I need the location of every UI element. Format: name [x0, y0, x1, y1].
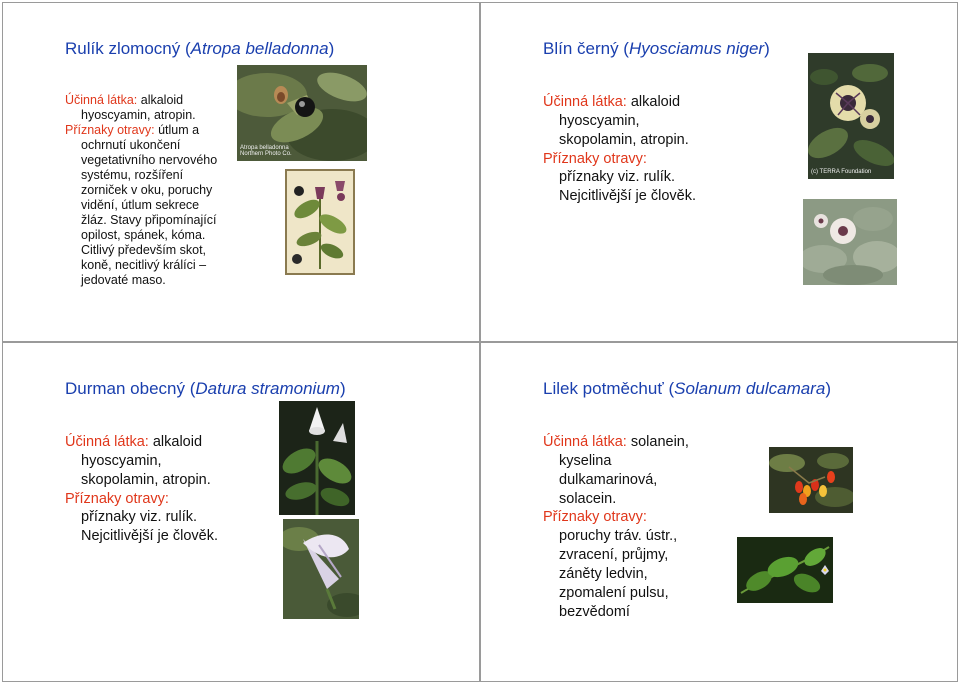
dulcamara-berries-photo [769, 447, 853, 513]
field-value: alkaloid [148, 434, 203, 450]
belladonna-berry-photo [237, 65, 367, 161]
text-line [543, 93, 696, 112]
datura-plant-photo [279, 401, 355, 515]
text-line-continued: příznaky viz. rulík. [81, 509, 198, 526]
text-line-continued: zpomalení pulsu, [559, 584, 669, 601]
slide-text [543, 433, 689, 621]
field-label: Účinná látka: [65, 434, 149, 450]
text-line-continued: koně, necitlivý králíci – [81, 258, 207, 272]
text-line-continued: hyoscyamin, [81, 452, 162, 469]
text-line-continued: jedovaté maso. [81, 273, 166, 287]
text-line-continued: žláz. Stavy připomínající [81, 213, 217, 227]
text-line-continued: hyoscyamin, atropin. [81, 108, 196, 122]
text-line-continued: opilost, spánek, kóma. [81, 228, 206, 242]
text-line-continued: vidění, útlum sekrece [81, 198, 200, 212]
belladonna-botanical-illustration [285, 169, 355, 275]
text-line-continued: příznaky viz. rulík. [559, 169, 676, 186]
henbane-plant-photo [803, 199, 897, 285]
slide-henbane [480, 2, 958, 342]
slide-belladonna [2, 2, 480, 342]
text-line-continued: zvracení, průjmy, [559, 547, 669, 564]
text-line [65, 490, 218, 509]
field-label: Účinná látka: [543, 94, 627, 110]
text-line-continued: poruchy tráv. ústr., [559, 528, 678, 545]
field-label: Příznaky otravy: [543, 509, 647, 526]
field-value: alkaloid [626, 94, 681, 110]
field-value: útlum a [154, 123, 200, 137]
text-line [543, 433, 689, 452]
text-line [65, 433, 218, 452]
text-line-continued: ochrnutí ukončení [81, 138, 181, 152]
text-line-continued: bezvědomí [559, 603, 630, 620]
datura-flower-photo [283, 519, 359, 619]
slide-text [65, 93, 235, 288]
field-label: Příznaky otravy: [65, 123, 155, 137]
text-line-continued: systému, rozšíření [81, 168, 184, 182]
slide-dulcamara [480, 342, 958, 682]
text-line [543, 508, 689, 527]
field-label: Příznaky otravy: [65, 490, 169, 507]
slide-text [543, 93, 696, 206]
text-line-continued: zorniček v oku, poruchy [81, 183, 213, 197]
dulcamara-leaves-photo [737, 537, 833, 603]
slide-title: Lilek potměchuť (Solanum dulcamara) [543, 379, 831, 398]
text-line-continued: kyselina [559, 452, 612, 469]
field-value: alkaloid [137, 93, 184, 107]
slide-title: Rulík zlomocný (Atropa belladonna) [65, 39, 335, 58]
text-line [543, 150, 696, 169]
text-line-continued: Citlivý především skot, [81, 243, 207, 257]
slide-title: Durman obecný (Datura stramonium) [65, 379, 346, 398]
text-line-continued: Nejcitlivější je člověk. [559, 188, 696, 205]
photo-caption: Atropa belladonna Northern Photo Co. [240, 145, 292, 157]
text-line-continued: hyoscyamin, [559, 112, 640, 129]
field-label: Účinná látka: [543, 434, 627, 450]
text-line-continued: skopolamin, atropin. [559, 131, 689, 148]
text-line [65, 123, 235, 138]
field-label: Účinná látka: [65, 93, 138, 107]
slide-title: Blín černý (Hyosciamus niger) [543, 39, 770, 58]
text-line-continued: dulkamarinová, [559, 471, 658, 488]
slide-datura [2, 342, 480, 682]
photo-caption: (c) TERRA Foundation [811, 169, 872, 175]
text-line-continued: Nejcitlivější je člověk. [81, 528, 218, 545]
henbane-flower-photo [808, 53, 894, 179]
text-line-continued: záněty ledvin, [559, 565, 648, 582]
text-line-continued: skopolamin, atropin. [81, 471, 211, 488]
field-label: Příznaky otravy: [543, 150, 647, 167]
text-line [65, 93, 235, 108]
field-value: solanein, [626, 434, 689, 450]
text-line-continued: solacein. [559, 490, 617, 507]
text-line-continued: vegetativního nervového [81, 153, 218, 167]
slide-text [65, 433, 218, 546]
